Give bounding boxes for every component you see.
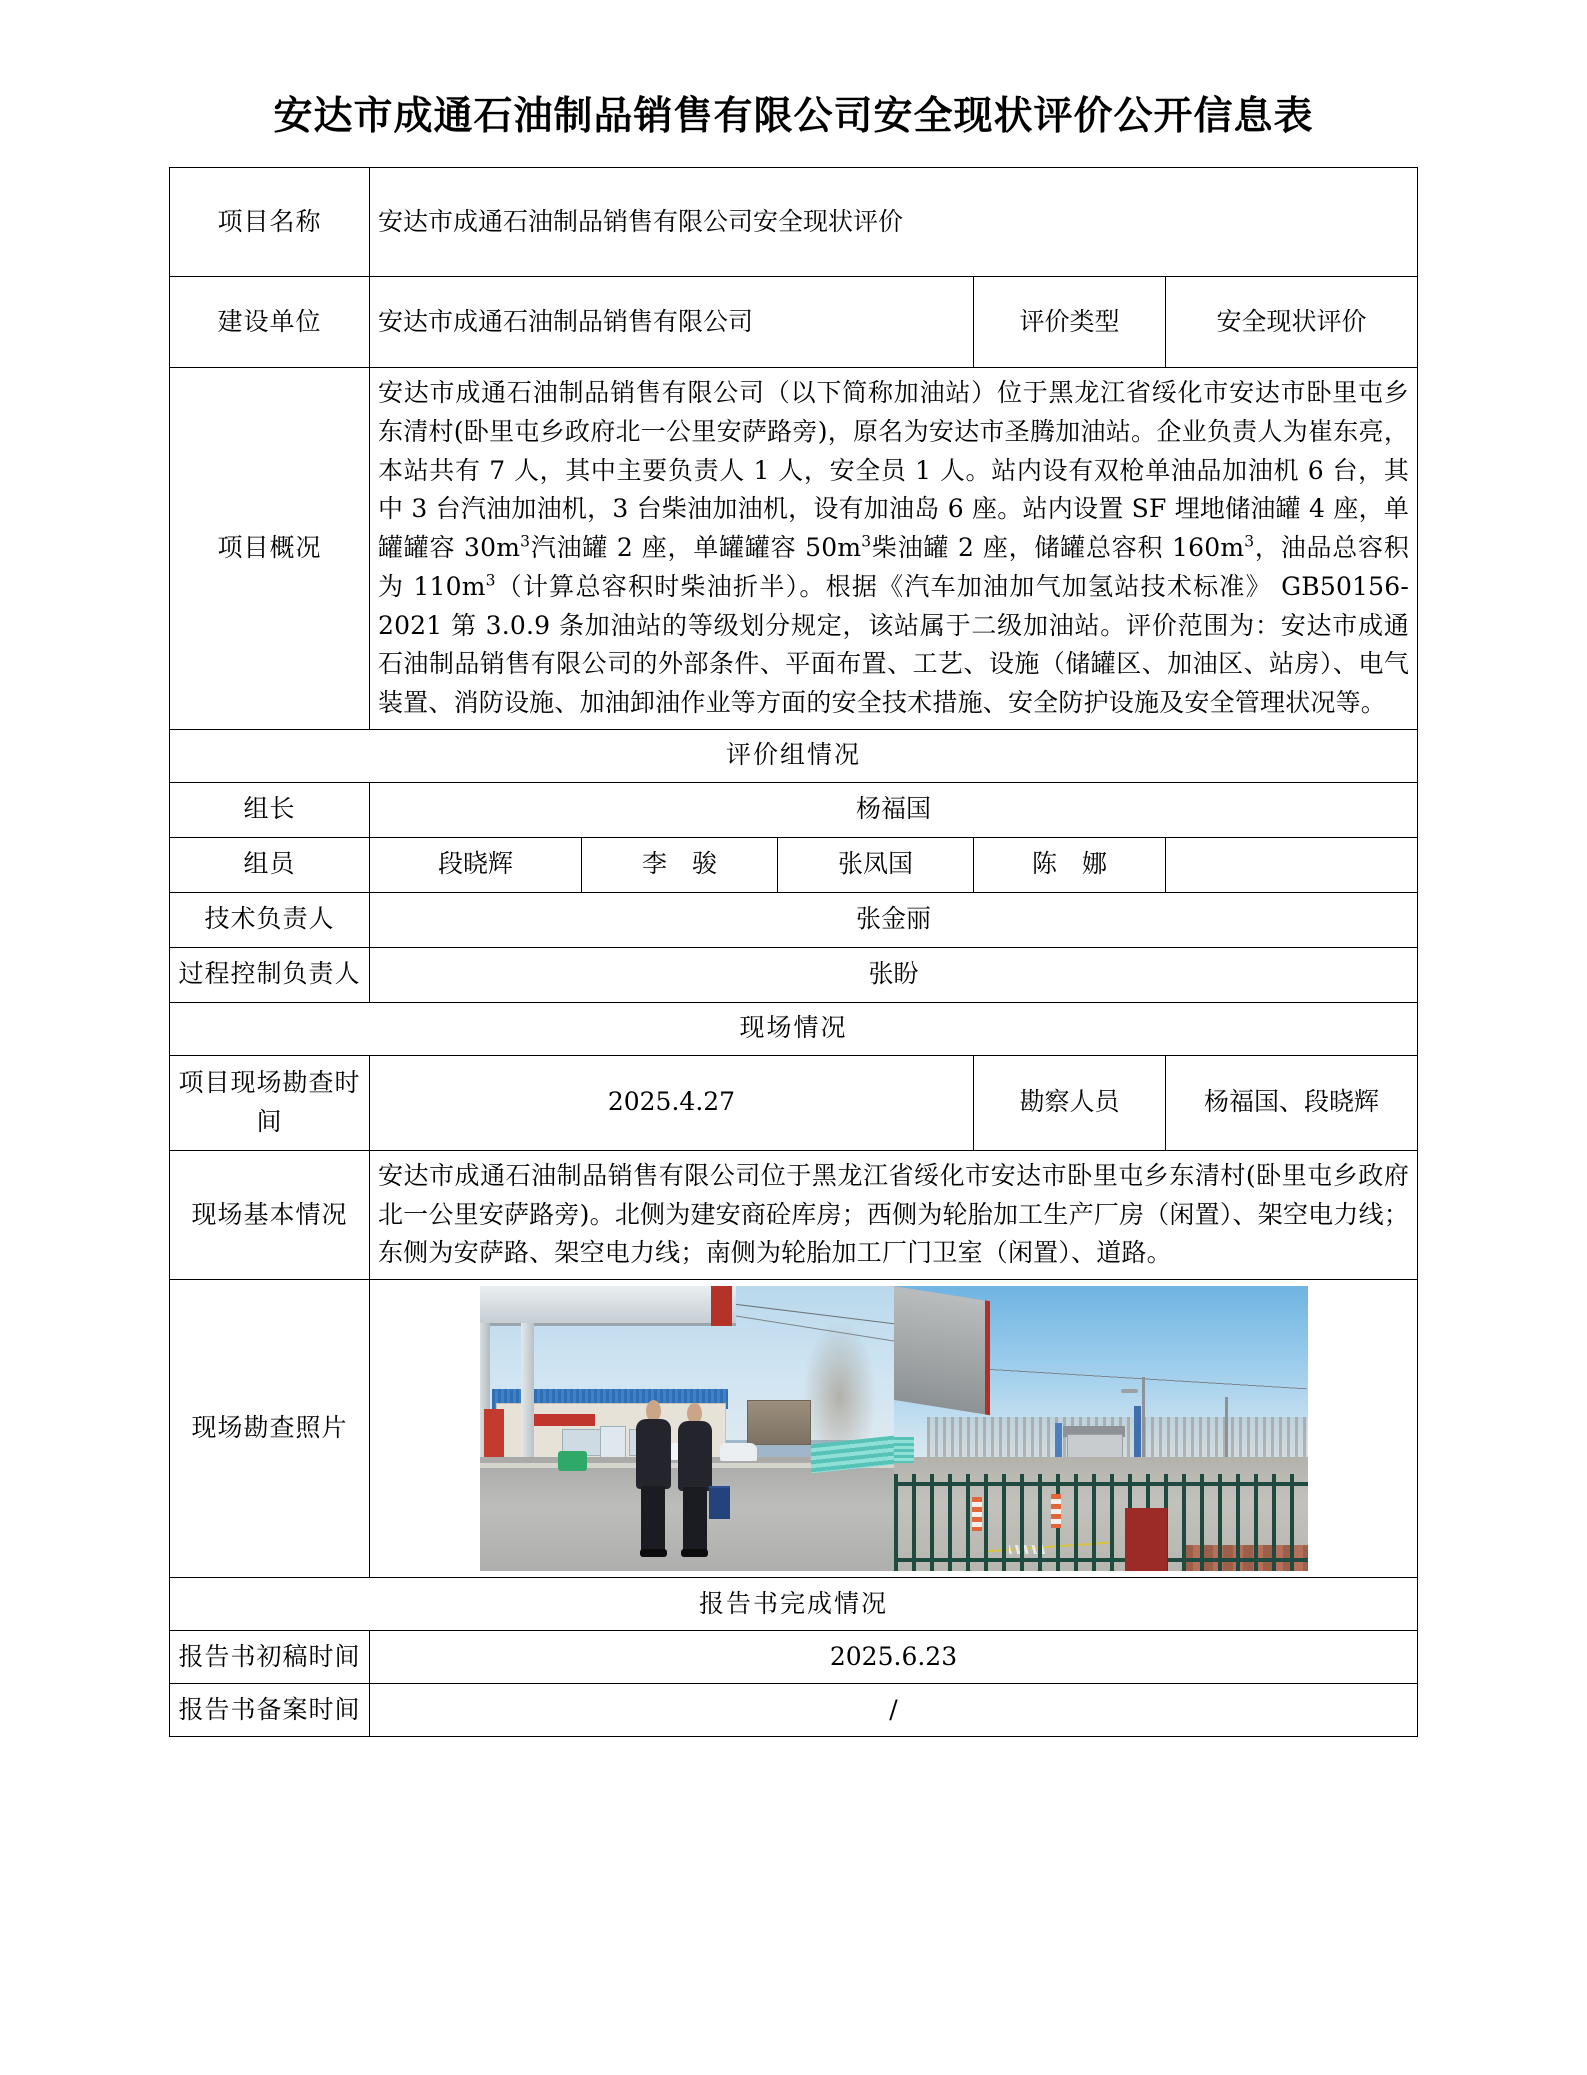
table-row-report-section <box>169 1578 1417 1631</box>
photo1-person-left-torso <box>636 1419 670 1490</box>
overview-part-5: （计算总容积时柴油折半）。根据《汽车加油加气加氢站技术标准》 GB50156-2021 第 3.0.9 条加油站的等级划分规定，该站属于二级加油站。评价范围为：安达市成通石油制品销售有限公司的外部条件、平面布置、工艺、设施（储罐区、加油区、站房）、电气装置、消防设施、加油卸油作业等方面的安全技术措施、安全防护设施及安全管理状况等。 <box>377 571 1410 717</box>
survey-time-value: 2025.4.27 <box>369 1055 973 1150</box>
tech-lead-label: 技术负责人 <box>169 892 369 947</box>
survey-time-label: 项目现场勘查时间 <box>169 1055 369 1150</box>
overview-unit-2: m <box>837 533 862 562</box>
table-row-team-section <box>169 729 1417 782</box>
photo2-red-panel <box>1125 1508 1166 1571</box>
overview-part-4: ，油品总容积为 110 <box>377 533 1410 601</box>
table-row-process-control <box>169 947 1417 1002</box>
table-row-construction-unit <box>169 277 1417 368</box>
photo1-person-right-shoes <box>681 1549 708 1557</box>
photo1-canopy <box>480 1286 737 1326</box>
table-row-site-section <box>169 1002 1417 1055</box>
member-cell-5 <box>1165 837 1417 892</box>
overview-part-2: 汽油罐 2 座，单罐罐容 50 <box>530 533 838 562</box>
overview-part-3: 柴油罐 2 座，储罐总容积 160 <box>871 533 1221 562</box>
overview-unit-4: m <box>461 571 486 601</box>
table-row-project-overview <box>169 368 1417 730</box>
page-title: 安达市成通石油制品销售有限公司安全现状评价公开信息表 <box>273 93 1314 139</box>
site-section-title: 现场情况 <box>169 1002 1417 1055</box>
project-name-value: 安达市成通石油制品销售有限公司安全现状评价 <box>369 168 1417 277</box>
photo1-container <box>747 1400 811 1445</box>
photo1-person-left <box>635 1400 672 1557</box>
report-filing-label: 报告书备案时间 <box>169 1684 369 1737</box>
photo2-canopy-underside <box>894 1286 990 1415</box>
report-draft-label: 报告书初稿时间 <box>169 1631 369 1684</box>
overview-sup-2: 3 <box>861 532 872 551</box>
table-row-members <box>169 837 1417 892</box>
project-name-label: 项目名称 <box>169 168 369 277</box>
table-row-report-draft <box>169 1631 1417 1684</box>
photo2-steel-fence <box>894 1474 1308 1571</box>
report-filing-value: / <box>369 1684 1417 1737</box>
photo1-white-car-2 <box>720 1443 757 1462</box>
photo1-canopy-column <box>521 1323 534 1471</box>
member-cell-1: 段晓辉 <box>369 837 581 892</box>
table-row-site-basic <box>169 1150 1417 1279</box>
member-cell-3: 张凤国 <box>777 837 973 892</box>
photo1-green-tarp <box>558 1451 587 1471</box>
photo1-tree <box>802 1320 877 1448</box>
photo1-red-signboard <box>529 1414 595 1425</box>
table-row-report-filing <box>169 1684 1417 1737</box>
table-row-tech-lead <box>169 892 1417 947</box>
leader-value: 杨福国 <box>369 782 1417 837</box>
overview-unit-3: m <box>1220 533 1245 562</box>
evaluation-type-value: 安全现状评价 <box>1165 277 1417 368</box>
public-information-table <box>169 167 1418 1737</box>
project-overview-text <box>369 368 1417 730</box>
member-cell-4: 陈 娜 <box>973 837 1165 892</box>
member-cell-2: 李 骏 <box>581 837 777 892</box>
photo1-person-right-legs <box>683 1487 707 1552</box>
overview-sup-1: 3 <box>520 532 531 551</box>
photo1-person-right-torso <box>678 1421 712 1490</box>
photo-strip <box>440 1286 1348 1571</box>
report-section-title: 报告书完成情况 <box>169 1578 1417 1631</box>
construction-unit-value: 安达市成通石油制品销售有限公司 <box>369 277 973 368</box>
photo1-canopy-edge <box>711 1286 732 1326</box>
photo2-blue-structure-2 <box>1134 1406 1141 1463</box>
table-row-survey-time <box>169 1055 1417 1150</box>
photo2-fence-rail-top <box>894 1482 1308 1486</box>
surveyors-value: 杨福国、段晓辉 <box>1165 1055 1417 1150</box>
photo1-blue-folder <box>709 1486 730 1519</box>
leader-label: 组长 <box>169 782 369 837</box>
tech-lead-value: 张金丽 <box>369 892 1417 947</box>
photo2-fence-rail-bottom <box>894 1558 1308 1562</box>
members-label: 组员 <box>169 837 369 892</box>
overview-sup-4: 3 <box>485 571 496 590</box>
process-control-value: 张盼 <box>369 947 1417 1002</box>
evaluation-type-label: 评价类型 <box>973 277 1165 368</box>
overview-part-1: 安达市成通石油制品销售有限公司（以下简称加油站）位于黑龙江省绥化市安达市卧里屯乡东清村(卧里屯乡政府北一公里安萨路旁)，原名为安达市圣腾加油站。企业负责人为崔东亮，本站共有 7 人，其中主要负责人 1 人，安全员 1 人。站内设有双枪单油品加油机 6 台，其中 3 台汽油加油机，3 台柴油加油机，设有加油岛 6 座。站内设置 SF 埋地储油罐 4 座，单罐罐容 30 <box>377 378 1410 562</box>
construction-unit-label: 建设单位 <box>169 277 369 368</box>
project-overview-label: 项目概况 <box>169 368 369 730</box>
photo2-utility-pole-1 <box>1142 1377 1145 1463</box>
photo1-person-right <box>676 1403 713 1557</box>
report-draft-value: 2025.6.23 <box>369 1631 1417 1684</box>
site-basic-text: 安达市成通石油制品销售有限公司位于黑龙江省绥化市安达市卧里屯乡东清村(卧里屯乡政府北一公里安萨路旁)。北侧为建安商砼库房；西侧为轮胎加工生产厂房（闲置）、架空电力线；东侧为安萨路、架空电力线；南侧为轮胎加工厂门卫室（闲置）、道路。 <box>369 1150 1417 1279</box>
site-basic-label: 现场基本情况 <box>169 1150 369 1279</box>
site-photo-street-view <box>894 1286 1308 1571</box>
process-control-label: 过程控制负责人 <box>169 947 369 1002</box>
photo1-person-left-legs <box>641 1486 665 1552</box>
photos-cell <box>369 1280 1417 1578</box>
photos-label: 现场勘查照片 <box>169 1280 369 1578</box>
site-photo-gas-station <box>480 1286 894 1571</box>
photo1-person-left-shoes <box>640 1549 667 1557</box>
table-row-project-name <box>169 168 1417 277</box>
overview-sup-3: 3 <box>1244 532 1255 551</box>
surveyors-label: 勘察人员 <box>973 1055 1165 1150</box>
photo2-safety-bollard-1 <box>972 1497 982 1531</box>
photo2-street-lamp <box>1121 1389 1138 1393</box>
table-row-leader <box>169 782 1417 837</box>
overview-unit-1: m <box>496 533 521 562</box>
photo2-safety-bollard-2 <box>1051 1494 1061 1528</box>
table-row-photos <box>169 1280 1417 1578</box>
photo2-stacked-pipes <box>894 1437 915 1463</box>
team-section-title: 评价组情况 <box>169 729 1417 782</box>
photo2-utility-pole-2 <box>1225 1397 1228 1465</box>
